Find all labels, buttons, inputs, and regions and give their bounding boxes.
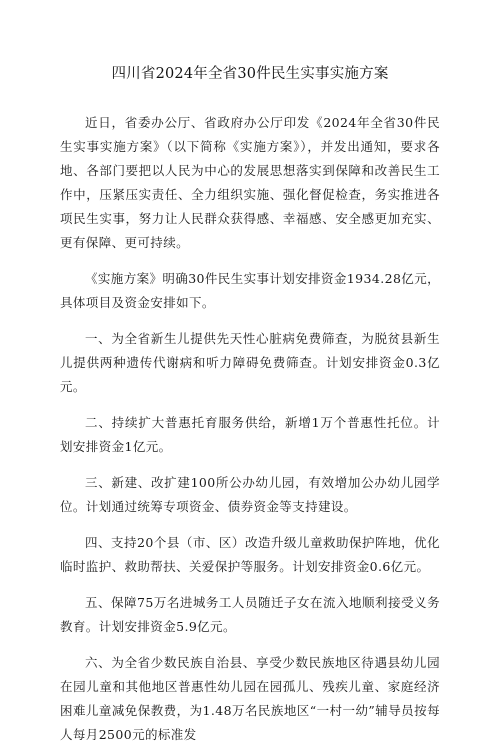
paragraph-intro: 近日，省委办公厅、省政府办公厅印发《2024年全省30件民生实事实施方案》（以下简称《实施方案》），并发出通知，要求各地、各部门要把以人民为中心的发展思想落实到保障和改善民生工作中，压紧压实责任、全力组织实施、强化督促检查，务实推进各项民生实事，努力让人民群众获得感、幸福感、安全感更加充实、更有保障、更可持续。 bbox=[60, 115, 440, 250]
paragraph-funding-summary: 《实施方案》明确30件民生实事计划安排资金1934.28亿元，具体项目及资金安排如下。 bbox=[60, 271, 440, 310]
paragraph-item-4: 四、支持20个县（市、区）改造升级儿童救助保护阵地，优化临时监护、救助帮扶、关爱保护等服务。计划安排资金0.6亿元。 bbox=[60, 535, 440, 574]
paragraph-item-3: 三、新建、改扩建100所公办幼儿园，有效增加公办幼儿园学位。计划通过统筹专项资金、债券资金等支持建设。 bbox=[60, 475, 440, 514]
document-body bbox=[60, 111, 440, 747]
paragraph-item-5: 五、保障75万名进城务工人员随迁子女在流入地顺利接受义务教育。计划安排资金5.9亿元。 bbox=[60, 595, 440, 634]
document-title: 四川省2024年全省30件民生实事实施方案 bbox=[111, 66, 389, 82]
paragraph-item-1: 一、为全省新生儿提供先天性心脏病免费筛查，为脱贫县新生儿提供两种遗传代谢病和听力障碍免费筛查。计划安排资金0.3亿元。 bbox=[60, 331, 440, 394]
paragraph-item-2: 二、持续扩大普惠托育服务供给，新增1万个普惠性托位。计划安排资金1亿元。 bbox=[60, 415, 440, 454]
paragraph-item-6: 六、为全省少数民族自治县、享受少数民族地区待遇县幼儿园在园儿童和其他地区普惠性幼儿园在园孤儿、残疾儿童、家庭经济困难儿童减免保教费，为1.48万名民族地区“一村一幼”辅导员按每人每月2500元的标准发 bbox=[60, 655, 440, 742]
